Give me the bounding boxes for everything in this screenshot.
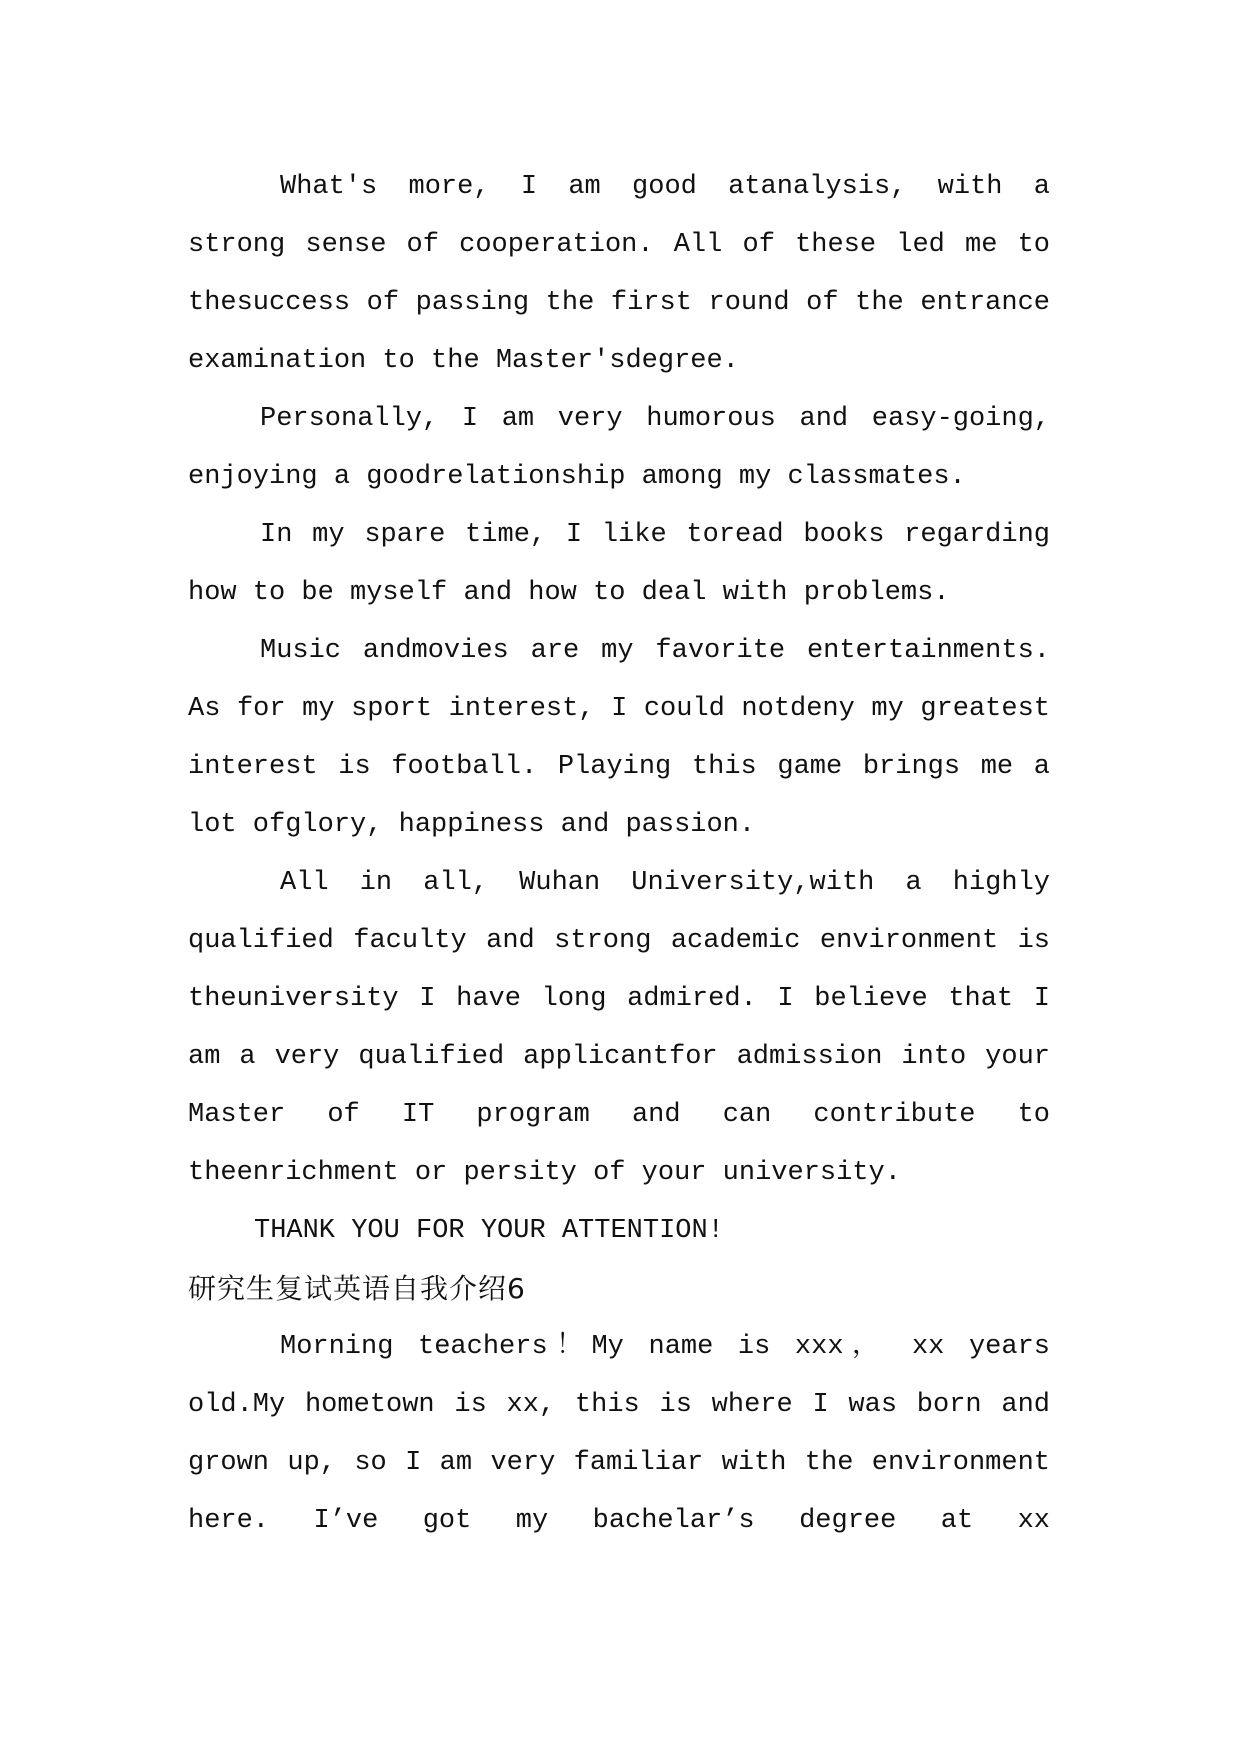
paragraph-hobbies: Music andmovies are my favorite entertainments. As for my sport interest, I could notdeny my greatest interest is football. Playing this game brings me a lot ofglory, happiness and passion. — [188, 636, 1050, 840]
closing-line: THANK YOU FOR YOUR ATTENTION! — [254, 1216, 724, 1246]
paragraph-personality: Personally, I am very humorous and easy-going, enjoying a goodrelationship among my classmates. — [188, 404, 1050, 492]
section-heading: 研究生复试英语自我介绍6 — [188, 1272, 526, 1305]
paragraph-analysis: What's more, I am good atanalysis, with a strong sense of cooperation. All of these led me to thesuccess of passing the first round of the entrance examination to the Master'sdegree. — [188, 172, 1050, 376]
paragraph-conclusion: All in all, Wuhan University,with a highly qualified faculty and strong academic environment is theuniversity I have long admired. I believe that I am a very qualified applicantfor admission into your Master of IT program and can contribute to theenrichment or persity of your university. — [188, 868, 1050, 1188]
document-page — [188, 158, 1050, 1550]
paragraph-introduction: Morning teachers！My name is xxx， xx years old.My hometown is xx, this is where I was born and grown up, so I am very familiar with the environment here. I’ve got my bachelar’s degree at xx — [188, 1332, 1050, 1536]
paragraph-spare-time: In my spare time, I like toread books regarding how to be myself and how to deal with problems. — [188, 520, 1050, 608]
